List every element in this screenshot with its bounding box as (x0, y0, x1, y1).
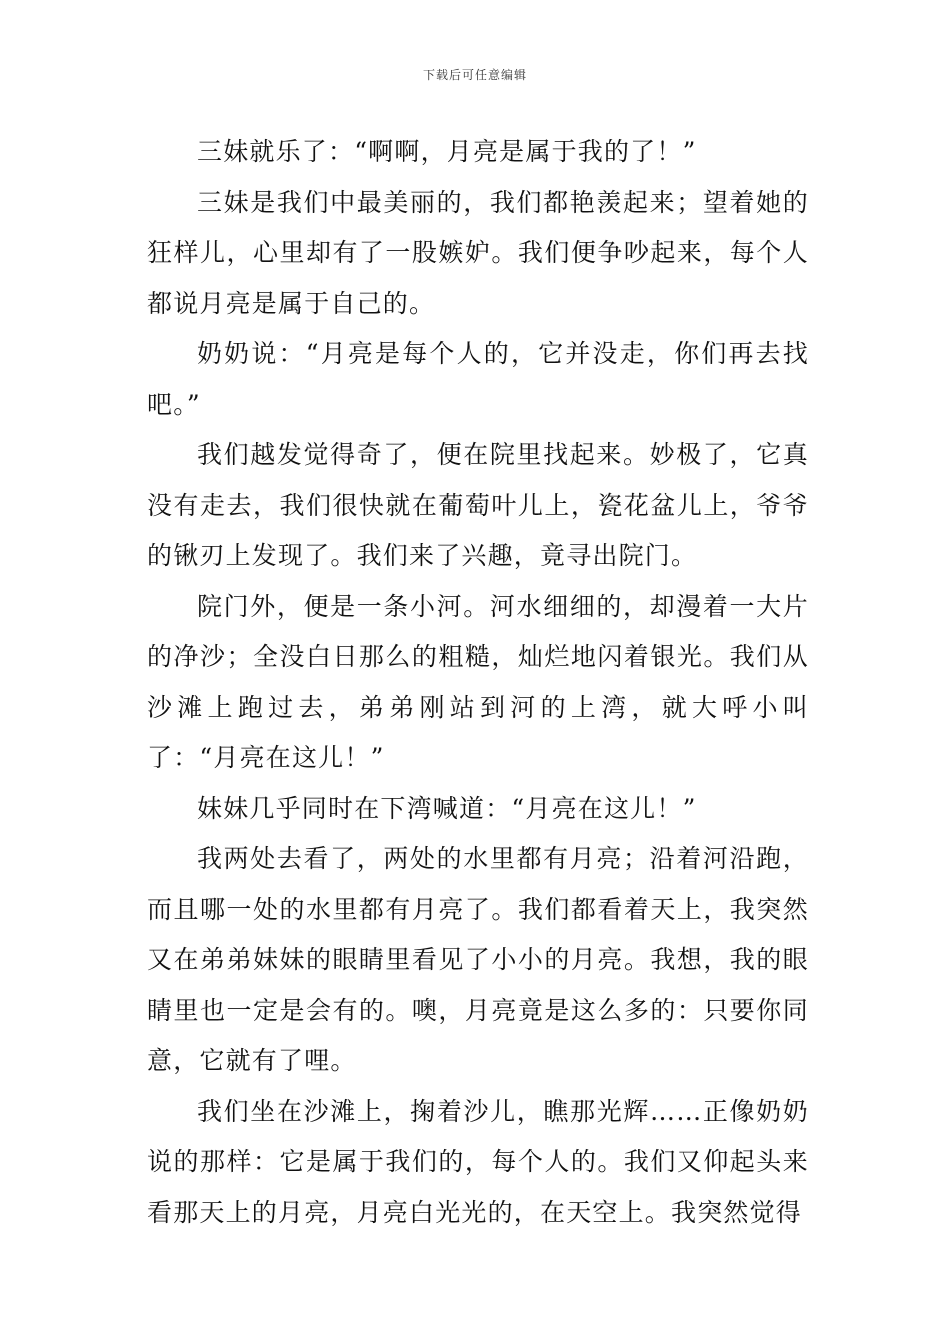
paragraph: 妹妹几乎同时在下湾喊道：“月亮在这儿！” (197, 793, 697, 823)
paragraph: 院门外，便是一条小河。河水细细的，却漫着一大片的净沙；全没白日那么的粗糙，灿烂地闪着银光。我们从沙滩上跑过去，弟弟刚站到河的上湾，就大呼小叫了：“月亮在这儿！” (147, 591, 809, 772)
paragraph: 我们越发觉得奇了，便在院里找起来。妙极了，它真没有走去，我们很快就在葡萄叶儿上，瓷花盆儿上，爷爷的锹刃上发现了。我们来了兴趣，竟寻出院门。 (147, 440, 809, 570)
paragraph: 奶奶说：“月亮是每个人的，它并没走，你们再去找吧。” (147, 339, 809, 419)
document-body (147, 127, 809, 1238)
paragraph: 三妹是我们中最美丽的，我们都艳羡起来；望着她的狂样儿，心里却有了一股嫉妒。我们便争吵起来，每个人都说月亮是属于自己的。 (147, 187, 809, 318)
paragraph: 我们坐在沙滩上，掬着沙儿，瞧那光辉……正像奶奶说的那样：它是属于我们的，每个人的。我们又仰起头来看那天上的月亮，月亮白光光的，在天空上。我突然觉得 (147, 1096, 809, 1227)
page-header: 下载后可任意编辑 (422, 68, 527, 82)
paragraph: 我两处去看了，两处的水里都有月亮；沿着河沿跑，而且哪一处的水里都有月亮了。我们都看着天上，我突然又在弟弟妹妹的眼睛里看见了小小的月亮。我想，我的眼睛里也一定是会有的。噢，月亮竟是这么多的：只要你同意，它就有了哩。 (147, 844, 809, 1075)
paragraph: 三妹就乐了：“啊啊，月亮是属于我的了！” (197, 137, 697, 166)
